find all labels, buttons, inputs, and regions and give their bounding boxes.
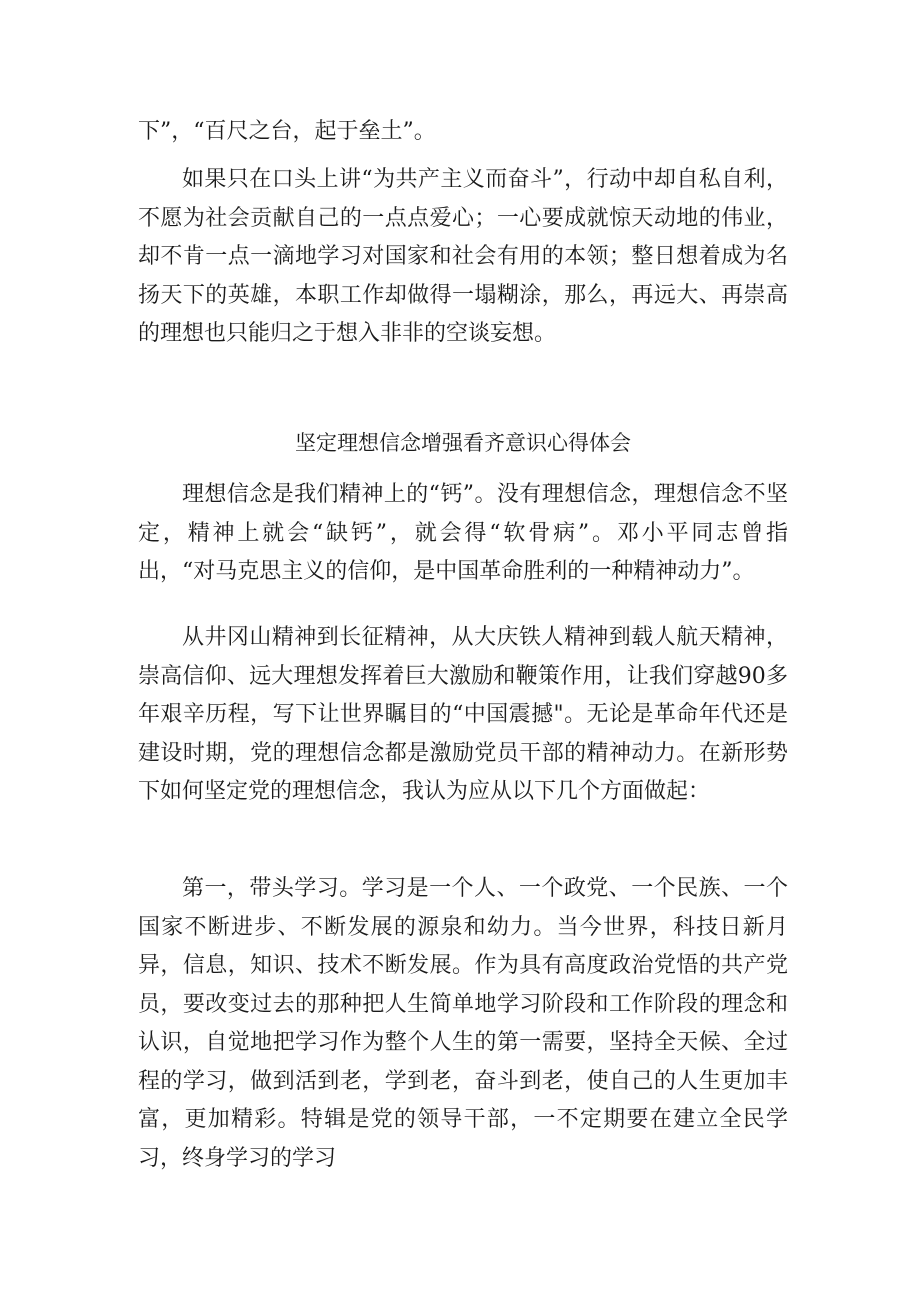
paragraph-text: 第一，带头学习。学习是一个人、一个政党、一个民族、一个国家不断进步、不断发展的源泉和幼力。当今世界，科技日新月异，信息，知识、技术不断发展。作为具有高度政治党悟的共产党员，要改变过去的那种把人生简单地学习阶段和工作阶段的理念和认识，自觉地把学习作为整个人生的第一需要，坚持全天候、全过程的学习，做到活到老，学到老，奋斗到老，使自己的人生更加丰富，更加精彩。特辑是党的领导干部，一不定期要在建立全民学习，终身学习的学习 bbox=[138, 876, 788, 1171]
paragraph-text: 理想信念是我们精神上的“钙”。没有理想信念，理想信念不坚定，精神上就会“缺钙”，就会得“软骨病”。邓小平同志曾指出，“对马克思主义的信仰，是中国革命胜利的一种精神动力”。 bbox=[138, 482, 788, 584]
paragraph-text: 如果只在口头上讲“为共产主义而奋斗”，行动中却自私自利，不愿为社会贡献自己的一点点爱心；一心要成就惊天动地的伟业，却不肯一点一滴地学习对国家和社会有用的本领；整日想着成为名扬天下的英雄，本职工作却做得一塌糊涂，那么，再远大、再崇高的理想也只能归之于想入非非的空谈妄想。 bbox=[138, 167, 788, 346]
paragraph-first bbox=[138, 870, 788, 1178]
paragraph-continuation bbox=[138, 113, 788, 152]
paragraph-calcium bbox=[138, 476, 788, 592]
paragraph-text: 从井冈山精神到长征精神，从大庆铁人精神到载人航天精神，崇高信仰、远大理想发挥着巨大激励和鞭策作用，让我们穿越90多年艰辛历程，写下让世界瞩目的“中国震撼"。无论是革命年代还是建设时期，党的理想信念都是激励党员干部的精神动力。在新形势下如何坚定党的理想信念，我认为应从以下几个方面做起： bbox=[138, 625, 788, 804]
section-title: 坚定理想信念增强看齐意识心得体会 bbox=[295, 431, 631, 455]
paragraph-if-only bbox=[138, 161, 788, 354]
paragraph-spirit bbox=[138, 619, 788, 812]
paragraph-text: 下”，“百尺之台，起于垒土”。 bbox=[138, 119, 436, 144]
